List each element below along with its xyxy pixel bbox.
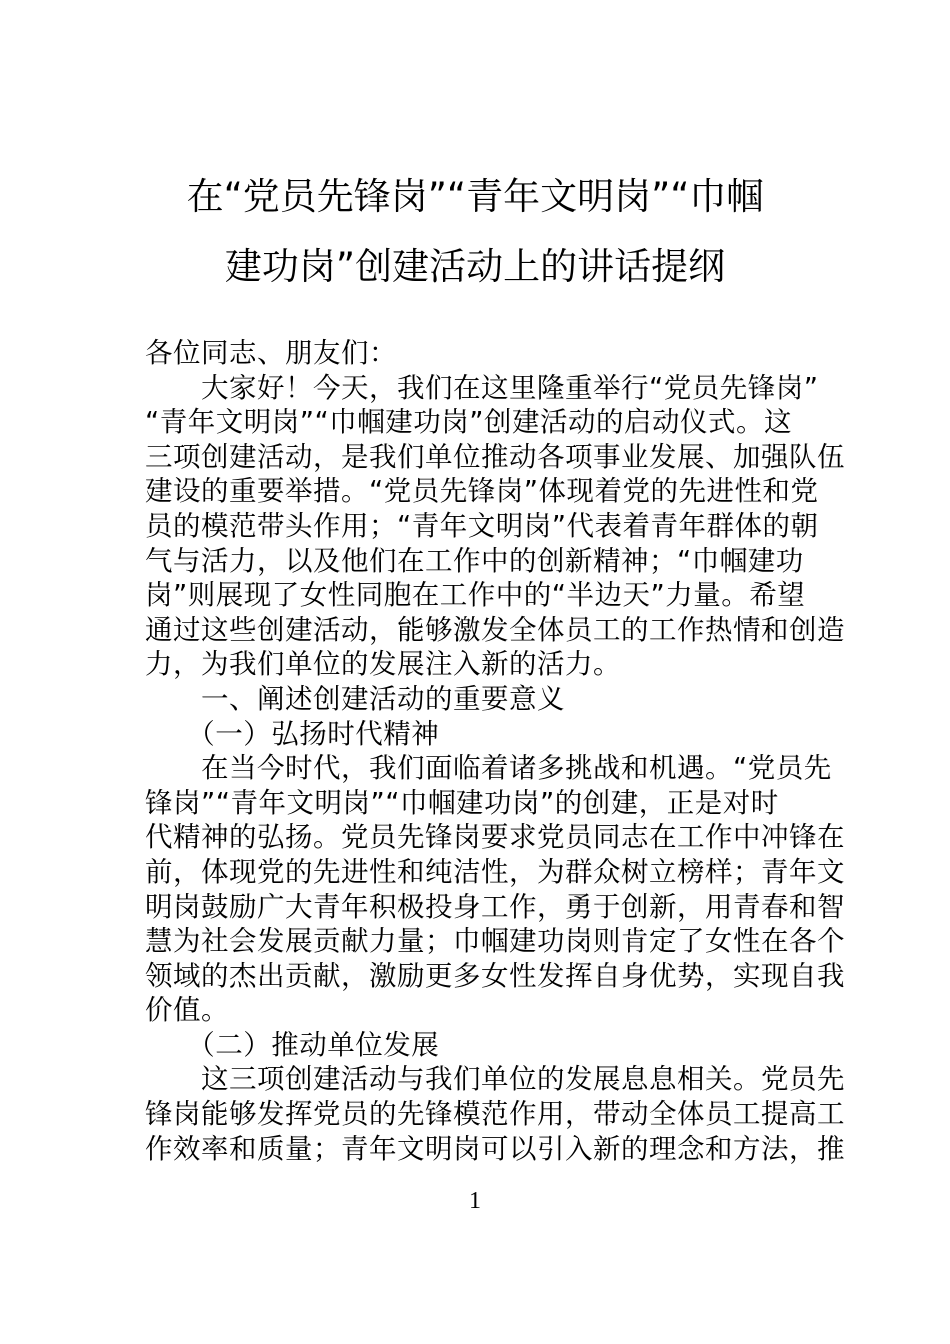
body-line: 气与活力，以及他们在工作中的创新精神；“巾帼建功 [145,544,804,577]
body-line: 作效率和质量；青年文明岗可以引入新的理念和方法，推 [145,1132,845,1165]
body-line: 这三项创建活动与我们单位的发展息息相关。党员先 [145,1063,845,1096]
body-line: 建设的重要举措。“党员先锋岗”体现着党的先进性和党 [145,475,819,508]
body-line: “青年文明岗”“巾帼建功岗”创建活动的启动仪式。这 [145,406,792,439]
body-line: 慧为社会发展贡献力量；巾帼建功岗则肯定了女性在各个 [145,925,845,958]
body-line: 代精神的弘扬。党员先锋岗要求党员同志在工作中冲锋在 [145,821,845,854]
body-line: 价值。 [145,994,229,1027]
document-body [145,336,845,1166]
body-line: 明岗鼓励广大青年积极投身工作，勇于创新，用青春和智 [145,890,845,923]
body-line: 锋岗”“青年文明岗”“巾帼建功岗”的创建，正是对时 [145,786,779,819]
body-line: 力，为我们单位的发展注入新的活力。 [145,648,621,681]
section-heading-1: 一、阐述创建活动的重要意义 [145,682,565,715]
page-number: 1 [469,1188,481,1214]
body-line: 在当今时代，我们面临着诸多挑战和机遇。“党员先 [145,752,832,785]
body-line: 领域的杰出贡献，激励更多女性发挥自身优势，实现自我 [145,959,845,992]
body-line: 岗”则展现了女性同胞在工作中的“半边天”力量。希望 [145,579,806,612]
body-line: 大家好！今天，我们在这里隆重举行“党员先锋岗” [145,371,819,404]
title-line-1: 在“党员先锋岗”“青年文明岗”“巾帼 [186,175,764,218]
body-line: 前，体现党的先进性和纯洁性，为群众树立榜样；青年文 [145,855,845,888]
body-line: 三项创建活动，是我们单位推动各项事业发展、加强队伍 [145,440,845,473]
subsection-heading-2: （二）推动单位发展 [145,1028,440,1061]
body-line: 通过这些创建活动，能够激发全体员工的工作热情和创造 [145,613,845,646]
subsection-heading-1: （一）弘扬时代精神 [145,717,440,750]
body-line: 员的模范带头作用；“青年文明岗”代表着青年群体的朝 [145,509,819,542]
salutation: 各位同志、朋友们： [145,337,397,369]
title-line-2: 建功岗”创建活动上的讲话提纲 [224,245,726,288]
body-line: 锋岗能够发挥党员的先锋模范作用，带动全体员工提高工 [145,1098,845,1131]
document-title [140,162,810,302]
